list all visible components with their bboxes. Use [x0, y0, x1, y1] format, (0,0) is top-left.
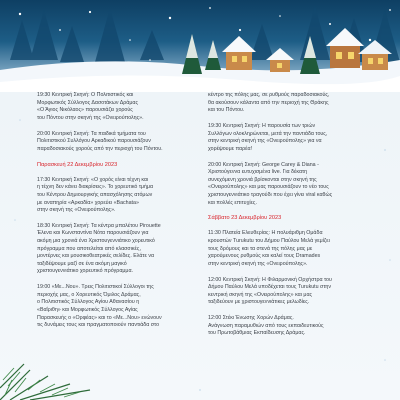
schedule-entry: 19:30 Κεντρική Σκηνή: Ο Πολιτιστικός και Μορφωτικός Σύλλογος Δασοτάκων Δράμας «Ο Άγιος Νικόλαος» παρουσιάζει χορούς του Πόντου στην σκηνή της «Ονειρούπολης». [37, 92, 144, 121]
schedule-entry: 17:30 Κεντρική Σκηνή: «Ο χορός είναι τέχνη και η τέχνη δεν κάνει διακρίσεις». Το χορευτικό τμήμα του Κέντρου Δημιουργικής απασχόλησης ατόμων με αναπηρία «Αρκαδία» χορεύει «Bachata» στην σκηνή της «Ονειρούπολης». [37, 176, 154, 214]
schedule-entry: κέντρο της πόλης μας, σε ρυθμούς παραδοσιακούς, θα ακούσουν κάλαντα από την περιοχή της Θράκης και του Πόντου. [208, 92, 330, 114]
schedule-entry: 19:30 Κεντρική Σκηνή: Η παρουσία των τριών Συλλόγων ολοκληρώνεται, μετά την παντιάδα τους, στην κεντρική σκηνή της «Ονειρούπολης» για να χορέψουμε παρέα! [208, 122, 328, 152]
snowy-village-illustration [0, 0, 400, 92]
date-heading: Παρασκευή 22 Δεκεμβρίου 2023 [37, 161, 118, 168]
schedule-entry: 19:00 «Με...Νου». Τρεις Πολιτιστικοί Σύλλογοι της περιοχής μας, ο Χορευτικός Όμιλος Δράμας, ο Πολιτιστικός Σύλλογος Αγίου Αθανασίου η «Βαΐριθη» και Μορφωτικός Σύλλογος Αγίας Παρασκευής ο «Ορφέας» και το «Με...Νου» ενώνουν τις δυνάμεις τους και πραγματοποιούν παντιάδα στο [37, 284, 162, 329]
program-page [0, 92, 400, 400]
schedule-entry: 18:30 Κεντρική Σκηνή: Τα κέντρα μπαλέτου Pirouette Έλενα και Κωνσταντίνα Νότα παρουσιάζουν για ακόμη μια χρονιά ένα Χριστουγεννιάτικο χορευτικό πρόγραμμα που αποτελείται από κλασσικές, μοντέρνες και μουσικοθεατρικές σελίδες. Ελάτε να ταξιδέψουμε μαζί σε ένα ακόμη μαγικό χριστουγεννιάτικο χορευτικό πρόγραμμα. [37, 222, 161, 275]
schedule-entry: 12:00 Στέκι Ένωσης Χορών Δράμας. Ανάγνωση παραμυθιών από τους εκπαιδευτικούς του Πρωτοβάθμιας Εκπαίδευσης Δράμας. [208, 315, 324, 337]
schedule-entry: 12:00 Κεντρική Σκηνή: Η Φιλαρμονική Ορχήστρα του Δήμου Παύλου Μελά υποδέχεται τους Turukutu στην κεντρική σκηνή της «Ονειρούπολης» και μας ταξιδεύουν με χριστουγεννιάτικες μελωδίες. [208, 276, 332, 306]
schedule-entry: 20:00 Κεντρική Σκηνή: Τα παιδικά τμήματα του Πολιτιστικού Συλλόγου Αρκαδικού παρουσιάζουν παραδοσιακούς χορούς από την περιοχή του Πόντου. [37, 130, 163, 152]
left-column [37, 92, 212, 338]
date-heading: Σάββατο 23 Δεκεμβρίου 2023 [208, 215, 282, 222]
right-column [208, 92, 383, 346]
snowy-village-banner [0, 0, 400, 92]
schedule-entry: 11:30 Πλατεία Ελευθερίας: Η πολυάριθμη Ομάδα κρουστών Turukutu του Δήμου Παύλου Μελά γεμίζει τους δρόμους και τα στενά της πόλης μας με χαρούμενους ρυθμούς και καλεί τους Dramades στην κεντρική σκηνή της «Ονειρούπολης». [208, 230, 330, 267]
schedule-entry: 20:00 Κεντρική Σκηνή: George Carey & Diana - Χριστούγεννα ευτυχισμένα live. Για δέκατη συνεχόμενη χρονιά βρίσκονται στην σκηνή της «Ονειρούπολης» και μας παρουσιάζουν το νέο τους χριστουγεννιάτικο τραγούδι που έχει γίνει viral καθώς και πολλές επιτυχίες. [208, 161, 333, 206]
pine-branches-decoration [0, 340, 400, 400]
